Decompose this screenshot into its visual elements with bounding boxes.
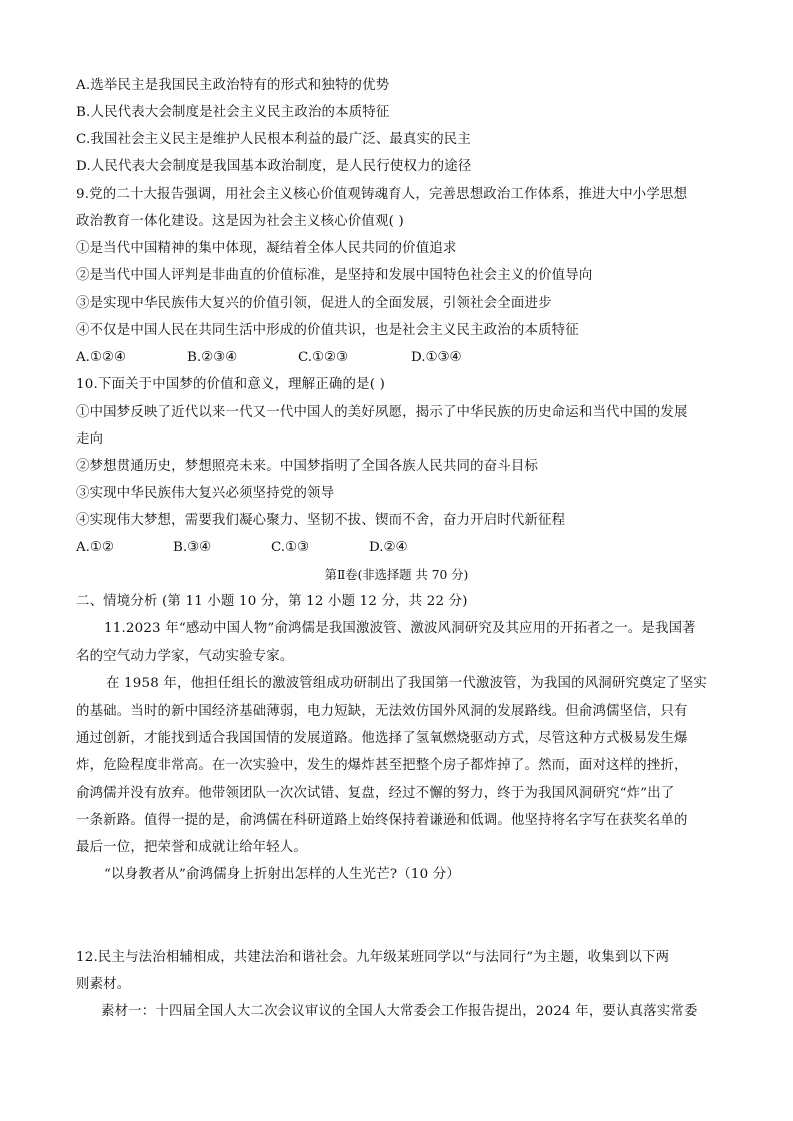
- q10-choice-a: A.①②: [76, 540, 114, 555]
- q9-item-2: ②是当代中国人评判是非曲直的价值标准，是坚持和发展中国特色社会主义的价值导向: [76, 268, 593, 283]
- q11-question: “以身教者从”俞鸿儒身上折射出怎样的人生光芒?（10 分）: [104, 867, 460, 882]
- q11-para2-line1: 在 1958 年，他担任组长的激波管组成功研制出了我国第一代激波管，为我国的风洞研究奠定了坚实: [106, 676, 708, 691]
- q11-para2-line3: 通过创新，才能找到适合我国国情的发展道路。他选择了氢氧燃烧驱动方式，尽管这种方式极易发生爆: [76, 731, 688, 746]
- q9-stem-line2: 政治教育一体化建设。这是因为社会主义核心价值观( ): [76, 214, 404, 229]
- q8-option-b: B.人民代表大会制度是社会主义民主政治的本质特征: [76, 105, 390, 120]
- q12-line1: 12.民主与法治相辅相成，共建法治和谐社会。九年级某班同学以“与法同行”为主题，收集到以下两: [76, 950, 670, 965]
- q11-para2-line6: 一条新路。值得一提的是，俞鸿儒在科研道路上始终保持着谦逊和低调。他坚持将名字写在获奖名单的: [76, 813, 688, 828]
- q10-stem: 10.下面关于中国梦的价值和意义，理解正确的是( ): [76, 377, 386, 392]
- q11-para2-line5: 俞鸿儒并没有放弃。他带领团队一次次试错、复盘，经过不懈的努力，终于为我国风洞研究“炸”出了: [76, 786, 675, 801]
- q8-option-a: A.选举民主是我国民主政治特有的形式和独特的优势: [76, 78, 390, 93]
- q9-choice-a: A.①②④: [76, 350, 126, 365]
- q9-item-4: ④不仅是中国人民在共同生活中形成的价值共识，也是社会主义民主政治的本质特征: [76, 323, 579, 338]
- q10-item-4: ④实现伟大梦想，需要我们凝心聚力、坚韧不拔、锲而不舍，奋力开启时代新征程: [76, 513, 566, 528]
- q12-material1: 素材一：十四届全国人大二次会议审议的全国人大常委会工作报告提出，2024 年，要认真落实常委: [101, 1004, 698, 1019]
- q8-option-c: C.我国社会主义民主是维护人民根本利益的最广泛、最真实的民主: [76, 132, 471, 147]
- q9-choice-b: B.②③④: [187, 350, 238, 365]
- q11-para2-line2: 的基础。当时的新中国经济基础薄弱，电力短缺，无法效仿国外风洞的发展路线。但俞鸿儒坚信，只有: [76, 704, 688, 719]
- q9-item-3: ③是实现中华民族伟大复兴的价值引领，促进人的全面发展，引领社会全面进步: [76, 296, 552, 311]
- q10-item-3: ③实现中华民族伟大复兴必须坚持党的领导: [76, 486, 335, 501]
- q10-item-1-line2: 走向: [76, 432, 104, 447]
- q11-para2-line7: 最后一位，把荣誉和成就让给年轻人。: [76, 840, 308, 855]
- section-heading: 二、情境分析 (第 11 小题 10 分，第 12 小题 12 分，共 22 分): [76, 594, 468, 609]
- part2-title: 第Ⅱ卷(非选择题 共 70 分): [324, 568, 469, 582]
- q11-para1-line1: 11.2023 年“感动中国人物”俞鸿儒是我国激波管、激波风洞研究及其应用的开拓者之一。是我国著: [104, 621, 696, 636]
- q9-item-1: ①是当代中国精神的集中体现，凝结着全体人民共同的价值追求: [76, 241, 457, 256]
- q10-item-2: ②梦想贯通历史，梦想照亮未来。中国梦指明了全国各族人民共同的奋斗目标: [76, 459, 539, 474]
- q11-para2-line4: 炸，危险程度非常高。在一次实验中，发生的爆炸甚至把整个房子都炸掉了。然而，面对这样的挫折，: [76, 758, 688, 773]
- q10-choice-c: C.①③: [271, 540, 310, 555]
- q10-item-1-line1: ①中国梦反映了近代以来一代又一代中国人的美好夙愿，揭示了中华民族的历史命运和当代中国的发展: [76, 405, 688, 420]
- q10-choice-b: B.③④: [173, 540, 212, 555]
- q10-choice-d: D.②④: [369, 540, 408, 555]
- q9-stem-line1: 9.党的二十大报告强调，用社会主义核心价值观铸魂育人，完善思想政治工作体系，推进大中小学思想: [76, 187, 688, 202]
- q12-line2: 则素材。: [76, 977, 131, 992]
- q11-para1-line2: 名的空气动力学家，气动实验专家。: [76, 649, 294, 664]
- q9-choice-c: C.①②③: [298, 350, 349, 365]
- q9-choice-d: D.①③④: [411, 350, 462, 365]
- q8-option-d: D.人民代表大会制度是我国基本政治制度，是人民行使权力的途径: [76, 159, 472, 174]
